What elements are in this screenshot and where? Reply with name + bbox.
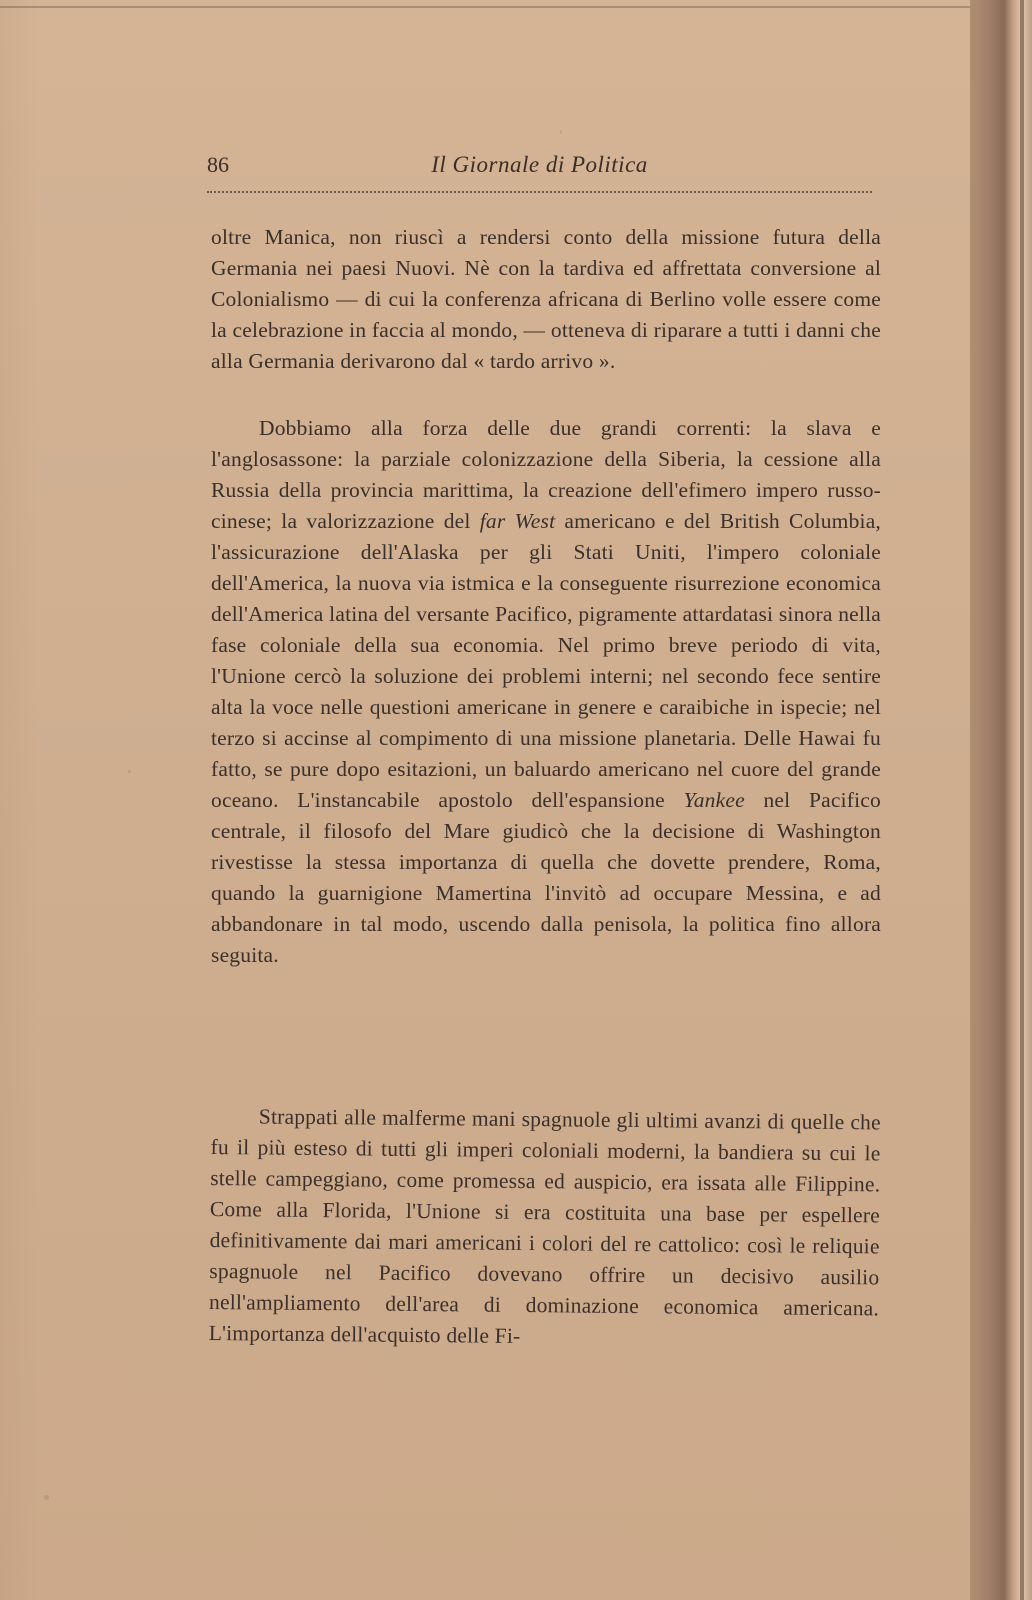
- paragraph-3: [209, 1101, 881, 1355]
- paragraph-2-part-1: Dobbiamo alla forza delle due grandi correnti: la slava e l'anglosassone: la parziale colonizzazione della Siberia, la cessione alla Russia della provincia marittima, la creazione dell'efimero impero russo-cinese; la valorizzazione del: [211, 416, 881, 533]
- far-west-term: far West: [479, 509, 556, 533]
- page-top-edge: [0, 6, 970, 8]
- paragraph-2-text: [211, 413, 881, 971]
- page-header: [207, 148, 872, 184]
- paper-speck: [44, 1495, 49, 1500]
- paragraph-1: [211, 222, 881, 377]
- page-number: 86: [207, 152, 229, 177]
- paragraph-3-text: Strappati alle malferme mani spagnuole gli ultimi avanzi di quelle che fu il più esteso di tutti gli imperi coloniali moderni, la bandiera su cui le stelle campeggiano, come promessa ed auspicio, era issata alle Filippine. Come alla Florida, l'Unione si era costituita una base per espellere definitivamente dai mari americani i colori del re cattolico: così le reliquie spagnuole nel Pacifico dovevano offrire un decisivo ausilio nell'ampliamento dell'area di dominazione economica americana. L'importanza dell'acquisto delle Fi-: [208, 1104, 881, 1348]
- header-dotted-rule: [207, 191, 872, 193]
- paper-speck: [128, 770, 131, 773]
- paragraph-2-part-3: nel Pacifico centrale, il filosofo del Mare giudicò che la decisione di Washington rivestisse la stessa importanza di quella che dovette prendere, Roma, quando la guarnigione Mamertina l'invitò ad occupare Messina, e ad abbandonare in tal modo, uscendo dalla penisola, la politica fino allora seguita.: [211, 788, 881, 967]
- paragraph-2-part-2: americano e del British Columbia, l'assicurazione dell'Alaska per gli Stati Uniti, l'impero coloniale dell'America, la nuova via istmica e la conseguente risurrezione economica dell'America latina del versante Pacifico, pigramente attardatasi sinora nella fase coloniale della sua economia. Nel primo breve periodo di vita, l'Unione cercò la soluzione dei problemi interni; nel secondo fece sentire alta la voce nelle questioni americane in genere e caraibiche in ispecie; nel terzo si accinse al compimento di una missione planetaria. Delle Hawai fu fatto, se pure dopo esitazioni, un baluardo americano nel cuore del grande oceano. L'instancabile apostolo dell'espansione: [211, 509, 882, 812]
- book-spine-shadow: [1020, 0, 1024, 1600]
- running-title: Il Giornale di Politica: [431, 152, 648, 177]
- paper-speck: [560, 130, 562, 134]
- paragraph-2: [211, 413, 881, 971]
- yankee-term: Yankee: [683, 788, 745, 812]
- paragraph-1-text: oltre Manica, non riuscì a rendersi conto della missione futura della Germania nei paesi Nuovi. Nè con la tardiva ed affrettata conversione al Colonialismo — di cui la conferenza africana di Berlino volle essere come la celebrazione in faccia al mondo, — otteneva di riparare a tutti i danni che alla Germania derivarono dal « tardo arrivo ».: [211, 225, 881, 373]
